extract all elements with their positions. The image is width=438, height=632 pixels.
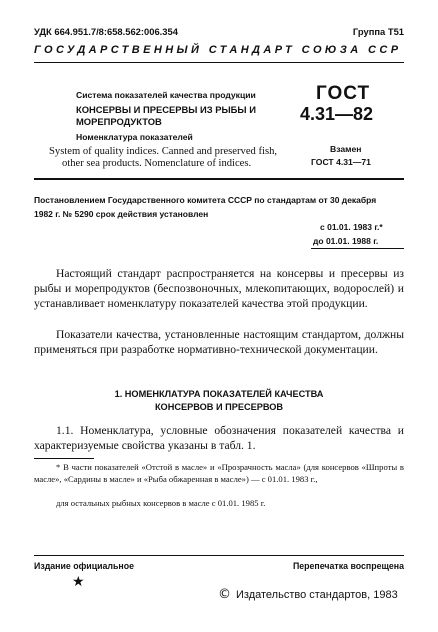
replaces-value: ГОСТ 4.31—71 <box>311 157 371 167</box>
group-code: Группа Т51 <box>352 26 404 37</box>
banner-rule <box>34 62 404 63</box>
paragraph-scope: Настоящий стандарт распространяется на консервы и пресервы из рыбы и морепродуктов (беспозвоночных, млекопитающих, водорослей) и устанавливает номенклатуру показателей качества этой продукции. <box>34 267 404 311</box>
section-heading-line-1: 1. НОМЕНКЛАТУРА ПОКАЗАТЕЛЕЙ КАЧЕСТВА <box>114 389 324 399</box>
english-title-line-1: System of quality indices. Canned and preserved fish, <box>49 146 278 157</box>
decree-line-1: Постановлением Государственного комитета СССР по стандартам от 30 декабря <box>34 195 377 205</box>
english-title-line-2: other sea products. Nomenclature of indices. <box>62 158 252 169</box>
publisher: Издательство стандартов, 1983 <box>236 589 398 601</box>
replaces-label: Взамен <box>330 144 362 154</box>
decree-underline <box>311 248 404 249</box>
reprint-prohibited: Перепечатка воспрещена <box>292 561 404 571</box>
section-heading-line-2: КОНСЕРВОВ И ПРЕСЕРВОВ <box>154 402 284 412</box>
footer-rule <box>34 555 404 556</box>
official-edition: Издание официальное <box>34 561 134 571</box>
footnote-1: * В части показателей «Отстой в масле» и «Прозрачность масла» (для консервов «Шпроты в масле», «Сардины в масле» и «Рыба обжаренная в масле») — с 01.01. 1983 г., <box>34 462 404 484</box>
udk-code: УДК 664.951.7/8:658.562:006.354 <box>34 26 178 37</box>
state-standard-banner: ГОСУДАРСТВЕННЫЙ СТАНДАРТ СОЮЗА ССР <box>34 44 402 56</box>
title-line-1: КОНСЕРВЫ И ПРЕСЕРВЫ ИЗ РЫБЫ И <box>76 104 256 115</box>
gost-number: 4.31—82 <box>300 104 374 124</box>
subtitle: Номенклатура показателей <box>76 132 193 142</box>
star-icon: ★ <box>72 575 85 590</box>
title-block-rule <box>34 178 404 180</box>
decree-line-2: 1982 г. № 5290 срок действия установлен <box>34 209 209 219</box>
system-line: Система показателей качества продукции <box>76 90 256 100</box>
title-line-2: МОРЕПРОДУКТОВ <box>76 116 162 127</box>
footnote-2: для остальных рыбных консервов в масле с 01.01. 1985 г. <box>56 498 266 508</box>
paragraph-1-1: 1.1. Номенклатура, условные обозначения показателей качества и характеризуемые свойства указаны в табл. 1. <box>34 424 404 453</box>
footnote-separator <box>34 458 94 459</box>
effective-from: с 01.01. 1983 г.* <box>320 222 383 232</box>
copyright-icon: © <box>218 587 231 602</box>
gost-label: ГОСТ <box>316 83 371 104</box>
effective-to: до 01.01. 1988 г. <box>313 236 379 246</box>
paragraph-application: Показатели качества, установленные настоящим стандартом, должны применяться при разработке нормативно-технической документации. <box>34 328 404 357</box>
